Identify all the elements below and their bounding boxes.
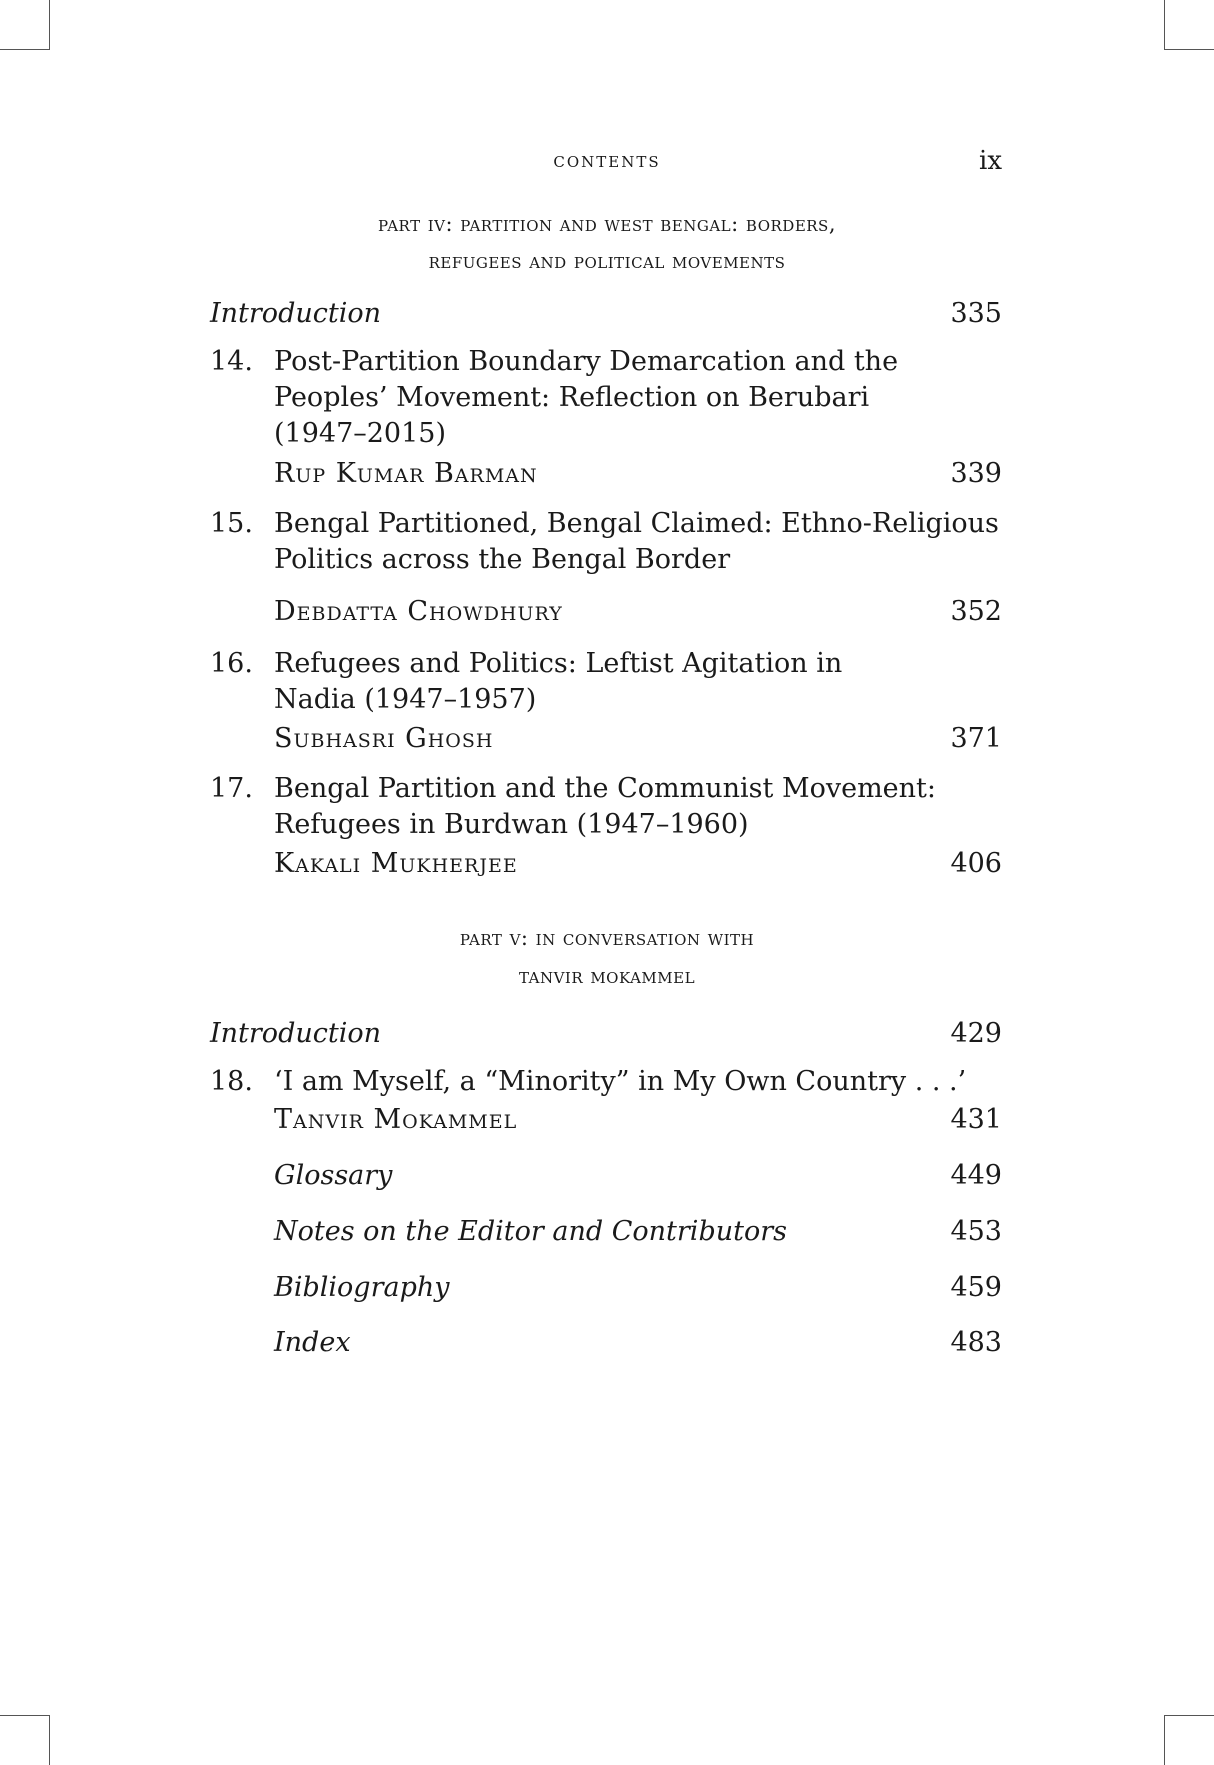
entry-page: 453	[950, 1216, 1002, 1247]
part5-title-line1: part v: in conversation with	[459, 926, 755, 950]
chapter-title-line: Post-Partition Boundary Demarcation and the	[274, 346, 899, 377]
entry-page: 483	[950, 1327, 1002, 1358]
chapter-14-entry[interactable]	[210, 346, 1002, 382]
chapter-author: Debdatta Chowdhury	[274, 596, 563, 627]
running-head: contents	[553, 148, 661, 172]
entry-label: Introduction	[210, 1018, 381, 1049]
chapter-author: Tanvir Mokammel	[274, 1104, 518, 1135]
entry-label: Glossary	[274, 1160, 393, 1191]
chapter-title-line: Bengal Partitioned, Bengal Claimed: Ethno-Religious	[274, 508, 999, 539]
part4-title-line1: part iv: partition and west bengal: borders,	[377, 212, 837, 236]
entry-label: Bibliography	[274, 1272, 450, 1303]
chapter-number: 18.	[210, 1066, 253, 1097]
chapter-title-line: Bengal Partition and the Communist Movement:	[274, 773, 936, 804]
chapter-title-line: Refugees and Politics: Leftist Agitation in	[274, 648, 843, 679]
chapter-author: Kakali Mukherjee	[274, 848, 518, 879]
chapter-title-line: Peoples’ Movement: Reflection on Berubari	[274, 382, 870, 413]
entry-page: 335	[950, 298, 1002, 329]
chapter-page: 371	[950, 723, 1002, 754]
chapter-number: 15.	[210, 508, 253, 539]
chapter-number: 16.	[210, 648, 253, 679]
chapter-title-line: Nadia (1947–1957)	[274, 684, 537, 715]
entry-label: Introduction	[210, 298, 381, 329]
chapter-page: 431	[950, 1104, 1002, 1135]
entry-page: 449	[950, 1160, 1002, 1191]
chapter-author: Subhasri Ghosh	[274, 723, 494, 754]
part5-title-line2: tanvir mokammel	[518, 964, 696, 988]
entry-page: 429	[950, 1018, 1002, 1049]
chapter-title-line: (1947–2015)	[274, 418, 446, 449]
entry-label: Index	[274, 1327, 351, 1358]
page-folio: ix	[979, 146, 1002, 176]
chapter-page: 339	[950, 458, 1002, 489]
entry-page: 459	[950, 1272, 1002, 1303]
chapter-title-line: Politics across the Bengal Border	[274, 544, 731, 575]
chapter-author: Rup Kumar Barman	[274, 458, 538, 489]
chapter-number: 17.	[210, 773, 253, 804]
chapter-page: 352	[950, 596, 1002, 627]
part4-title-line2: refugees and political movements	[428, 249, 786, 273]
entry-label: Notes on the Editor and Contributors	[274, 1216, 787, 1247]
chapter-number: 14.	[210, 346, 253, 377]
chapter-title-line: ‘I am Myself, a “Minority” in My Own Country . . .’	[274, 1066, 967, 1097]
chapter-title-line: Refugees in Burdwan (1947–1960)	[274, 809, 749, 840]
chapter-page: 406	[950, 848, 1002, 879]
